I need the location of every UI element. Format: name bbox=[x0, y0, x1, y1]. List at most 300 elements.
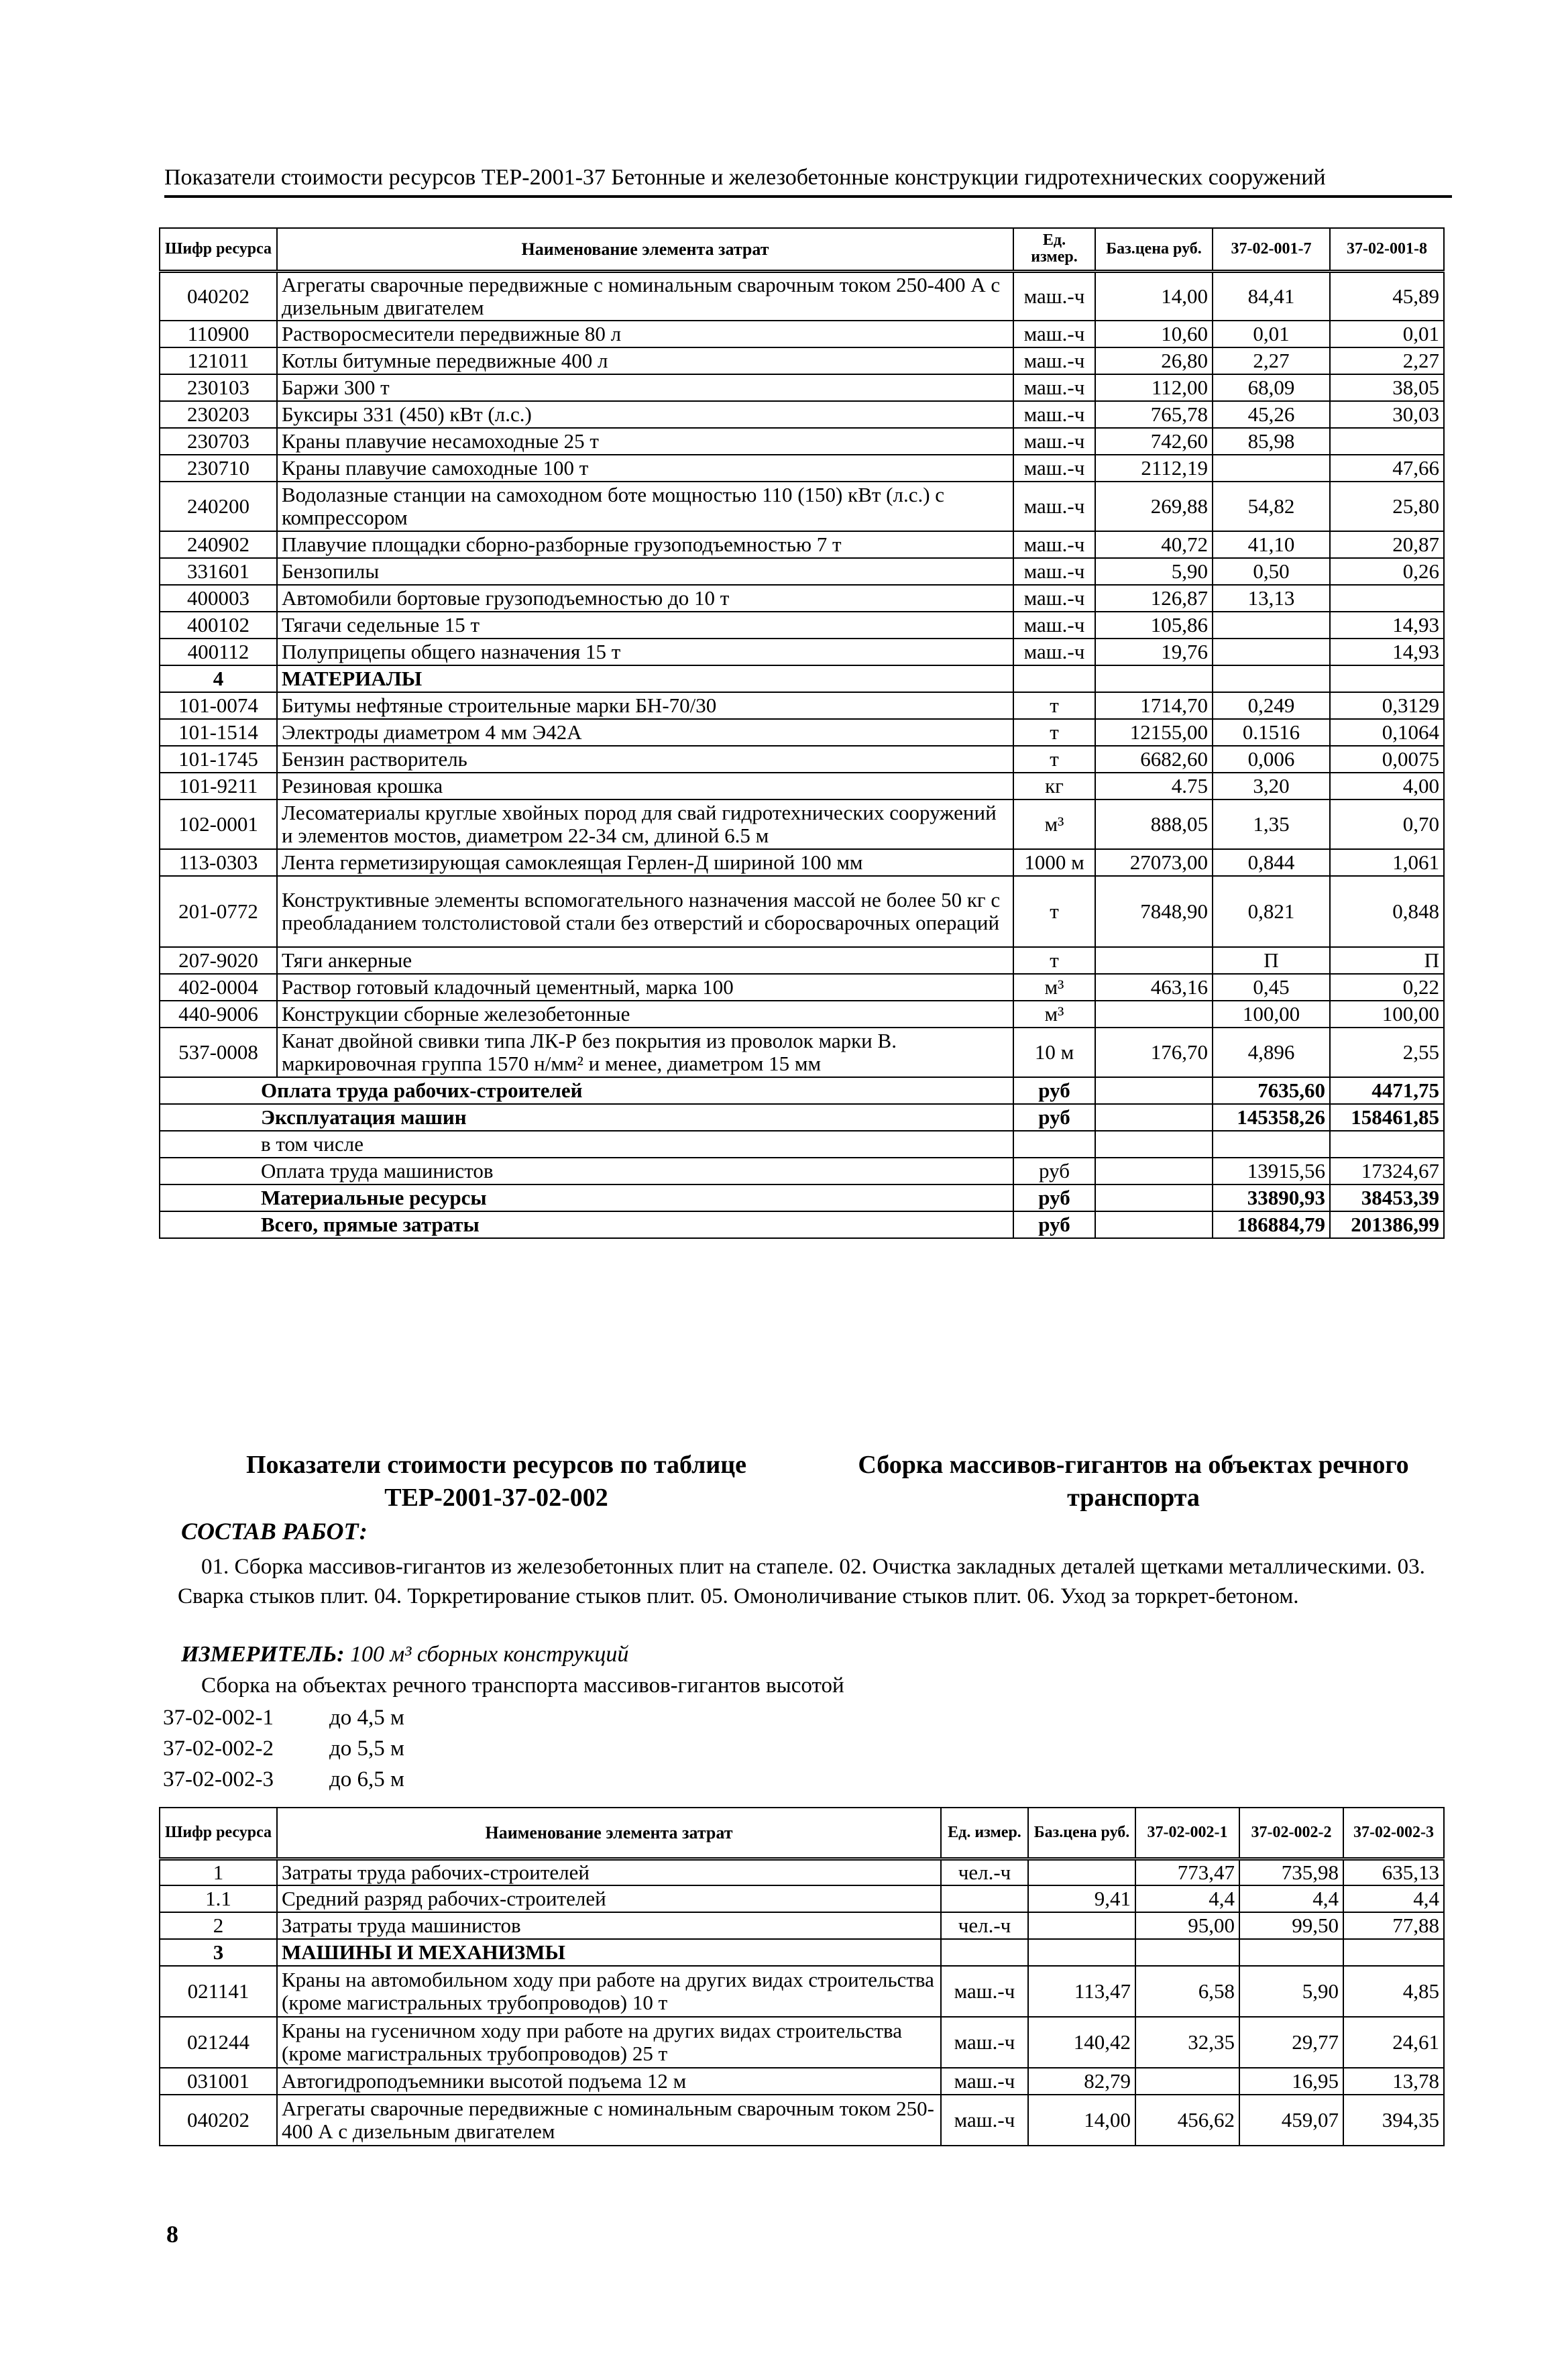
value-col-a: 0,45 bbox=[1213, 974, 1330, 1001]
table-row bbox=[160, 271, 1444, 321]
resource-code: 101-0074 bbox=[160, 692, 277, 719]
unit: м³ bbox=[1013, 974, 1095, 1001]
resource-name: Агрегаты сварочные передвижные с номинальным сварочным током 250-400 А с дизельным двигателем bbox=[277, 2095, 941, 2146]
table-row bbox=[160, 2017, 1444, 2068]
total-label: Эксплуатация машин bbox=[160, 1104, 1013, 1131]
base-price bbox=[1095, 1184, 1213, 1211]
base-price: 765,78 bbox=[1095, 401, 1213, 428]
value-col-b bbox=[1330, 585, 1444, 612]
value-col-a: 4,896 bbox=[1213, 1028, 1330, 1077]
unit bbox=[941, 1885, 1028, 1912]
unit: руб bbox=[1013, 1184, 1095, 1211]
value-col-a bbox=[1135, 1939, 1239, 1966]
value-col-b: 0,70 bbox=[1330, 799, 1444, 849]
table-row bbox=[160, 1859, 1444, 1885]
variant-code: 37-02-002-3 bbox=[163, 1767, 274, 1791]
value-col-b: 5,90 bbox=[1239, 1966, 1343, 2017]
resource-code: 040202 bbox=[160, 271, 277, 321]
resource-code: 240200 bbox=[160, 482, 277, 531]
value-col-a bbox=[1213, 1131, 1330, 1158]
resource-name: Краны плавучие самоходные 100 т bbox=[277, 455, 1013, 482]
base-price: 126,87 bbox=[1095, 585, 1213, 612]
value-col-a: П bbox=[1213, 947, 1330, 974]
resource-name: МАТЕРИАЛЫ bbox=[277, 665, 1013, 692]
resource-name: Плавучие площадки сборно-разборные грузоподъемностью 7 т bbox=[277, 531, 1013, 558]
value-col-b: 38,05 bbox=[1330, 374, 1444, 401]
table-row bbox=[160, 531, 1444, 558]
resource-code: 3 bbox=[160, 1939, 277, 1966]
base-price: 9,41 bbox=[1028, 1885, 1135, 1912]
table-row bbox=[160, 321, 1444, 347]
running-header: Показатели стоимости ресурсов ТЕР-2001-37 Бетонные и железобетонные конструкции гидротехнических сооружений bbox=[164, 165, 1326, 190]
resource-name: Растворосмесители передвижные 80 л bbox=[277, 321, 1013, 347]
resource-name: Затраты труда машинистов bbox=[277, 1912, 941, 1939]
base-price: 27073,00 bbox=[1095, 849, 1213, 876]
value-col-b bbox=[1239, 1939, 1343, 1966]
resource-name: Краны на автомобильном ходу при работе на других видах строительства (кроме магистральных трубопроводов) 10 т bbox=[277, 1966, 941, 2017]
variant-row bbox=[163, 1767, 404, 1792]
resource-name: Котлы битумные передвижные 400 л bbox=[277, 347, 1013, 374]
value-col-b: 16,95 bbox=[1239, 2068, 1343, 2095]
base-price: 105,86 bbox=[1095, 612, 1213, 639]
unit: маш.-ч bbox=[1013, 612, 1095, 639]
total-label: Всего, прямые затраты bbox=[160, 1211, 1013, 1238]
unit: маш.-ч bbox=[941, 2095, 1028, 2146]
unit: маш.-ч bbox=[1013, 347, 1095, 374]
value-col-a: 0,249 bbox=[1213, 692, 1330, 719]
value-col-c: 24,61 bbox=[1343, 2017, 1444, 2068]
base-price bbox=[1028, 1859, 1135, 1885]
value-col-b bbox=[1330, 665, 1444, 692]
table-row bbox=[160, 947, 1444, 974]
value-col-b: 45,89 bbox=[1330, 271, 1444, 321]
total-label: в том числе bbox=[160, 1131, 1013, 1158]
base-price: 1714,70 bbox=[1095, 692, 1213, 719]
value-col-a: 0,821 bbox=[1213, 876, 1330, 947]
unit: чел.-ч bbox=[941, 1912, 1028, 1939]
header-code: Шифр ресурса bbox=[160, 228, 277, 271]
unit: маш.-ч bbox=[1013, 639, 1095, 665]
base-price bbox=[1095, 1077, 1213, 1104]
header-unit: Ед. измер. bbox=[941, 1808, 1028, 1859]
unit: т bbox=[1013, 692, 1095, 719]
value-col-a: 7635,60 bbox=[1213, 1077, 1330, 1104]
resource-code: 021141 bbox=[160, 1966, 277, 2017]
base-price bbox=[1095, 947, 1213, 974]
value-col-c: 394,35 bbox=[1343, 2095, 1444, 2146]
table-row bbox=[160, 849, 1444, 876]
resource-name: Затраты труда рабочих-строителей bbox=[277, 1859, 941, 1885]
resource-code: 240902 bbox=[160, 531, 277, 558]
resource-name: Электроды диаметром 4 мм Э42А bbox=[277, 719, 1013, 746]
table-row bbox=[160, 612, 1444, 639]
unit: маш.-ч bbox=[941, 2068, 1028, 2095]
composition-text: 01. Сборка массивов-гигантов из железобетонных плит на стапеле. 02. Очистка закладных деталей щетками металлическими. 03. Сварка стыков плит. 04. Торкретирование стыков плит. 05. Омоноличивание стыков плит. 06. Уход за торкрет-бетоном. bbox=[178, 1555, 1425, 1608]
value-col-a: 45,26 bbox=[1213, 401, 1330, 428]
value-col-a: 456,62 bbox=[1135, 2095, 1239, 2146]
resource-name: Раствор готовый кладочный цементный, марка 100 bbox=[277, 974, 1013, 1001]
unit: м³ bbox=[1013, 799, 1095, 849]
resource-name: Лесоматериалы круглые хвойных пород для свай гидротехнических сооружений и элементов мостов, диаметром 22-34 см, длиной 6.5 м bbox=[277, 799, 1013, 849]
resource-code: 101-9211 bbox=[160, 773, 277, 799]
value-col-a: 1,35 bbox=[1213, 799, 1330, 849]
composition-label: СОСТАВ РАБОТ: bbox=[181, 1518, 368, 1545]
base-price: 14,00 bbox=[1028, 2095, 1135, 2146]
unit: маш.-ч bbox=[1013, 482, 1095, 531]
table-row bbox=[160, 1885, 1444, 1912]
table-row bbox=[160, 455, 1444, 482]
table-row bbox=[160, 974, 1444, 1001]
resource-name: Краны плавучие несамоходные 25 т bbox=[277, 428, 1013, 455]
resource-name: Тяги анкерные bbox=[277, 947, 1013, 974]
value-col-b: П bbox=[1330, 947, 1444, 974]
value-col-a: 95,00 bbox=[1135, 1912, 1239, 1939]
value-col-a bbox=[1213, 612, 1330, 639]
value-col-a: 54,82 bbox=[1213, 482, 1330, 531]
value-col-b: 20,87 bbox=[1330, 531, 1444, 558]
table-row bbox=[160, 2068, 1444, 2095]
unit: руб bbox=[1013, 1077, 1095, 1104]
total-row bbox=[160, 1211, 1444, 1238]
resources-table-1 bbox=[159, 227, 1445, 1239]
table-row bbox=[160, 1912, 1444, 1939]
resource-name: Резиновая крошка bbox=[277, 773, 1013, 799]
base-price bbox=[1095, 1131, 1213, 1158]
value-col-a: 41,10 bbox=[1213, 531, 1330, 558]
table-row bbox=[160, 773, 1444, 799]
resource-name: Конструкции сборные железобетонные bbox=[277, 1001, 1013, 1028]
table-row bbox=[160, 1028, 1444, 1077]
base-price: 113,47 bbox=[1028, 1966, 1135, 2017]
value-col-b bbox=[1330, 428, 1444, 455]
base-price bbox=[1028, 1939, 1135, 1966]
assembly-text: Сборка на объектах речного транспорта массивов-гигантов высотой bbox=[201, 1673, 844, 1698]
table-row bbox=[160, 799, 1444, 849]
value-col-b: 25,80 bbox=[1330, 482, 1444, 531]
resource-code: 201-0772 bbox=[160, 876, 277, 947]
resource-code: 113-0303 bbox=[160, 849, 277, 876]
base-price: 176,70 bbox=[1095, 1028, 1213, 1077]
base-price: 19,76 bbox=[1095, 639, 1213, 665]
table-row bbox=[160, 719, 1444, 746]
base-price bbox=[1028, 1912, 1135, 1939]
value-col-a: 4,4 bbox=[1135, 1885, 1239, 1912]
value-col-c: 635,13 bbox=[1343, 1859, 1444, 1885]
base-price: 742,60 bbox=[1095, 428, 1213, 455]
resource-name: МАШИНЫ И МЕХАНИЗМЫ bbox=[277, 1939, 941, 1966]
base-price: 112,00 bbox=[1095, 374, 1213, 401]
base-price: 82,79 bbox=[1028, 2068, 1135, 2095]
unit: маш.-ч bbox=[1013, 558, 1095, 585]
value-col-b: 459,07 bbox=[1239, 2095, 1343, 2146]
resources-table-2 bbox=[159, 1807, 1445, 2146]
value-col-b: 1,061 bbox=[1330, 849, 1444, 876]
table-row bbox=[160, 2095, 1444, 2146]
value-col-a: 84,41 bbox=[1213, 271, 1330, 321]
table-row bbox=[160, 374, 1444, 401]
base-price: 26,80 bbox=[1095, 347, 1213, 374]
table-row bbox=[160, 1001, 1444, 1028]
table-row bbox=[160, 428, 1444, 455]
section-title-left: Показатели стоимости ресурсов по таблице ТЕР-2001-37-02-002 bbox=[245, 1451, 747, 1512]
value-col-a: 0.1516 bbox=[1213, 719, 1330, 746]
value-col-b: 0,848 bbox=[1330, 876, 1444, 947]
value-col-c bbox=[1343, 1939, 1444, 1966]
value-col-b: 99,50 bbox=[1239, 1912, 1343, 1939]
table-row bbox=[160, 585, 1444, 612]
resource-code: 537-0008 bbox=[160, 1028, 277, 1077]
header-col-c: 37-02-002-3 bbox=[1343, 1808, 1444, 1859]
value-col-b: 17324,67 bbox=[1330, 1158, 1444, 1184]
unit: руб bbox=[1013, 1158, 1095, 1184]
resource-code: 331601 bbox=[160, 558, 277, 585]
resource-code: 402-0004 bbox=[160, 974, 277, 1001]
value-col-a: 32,35 bbox=[1135, 2017, 1239, 2068]
value-col-c: 4,4 bbox=[1343, 1885, 1444, 1912]
header-col-a: 37-02-001-7 bbox=[1213, 228, 1330, 271]
value-col-b: 38453,39 bbox=[1330, 1184, 1444, 1211]
table-row bbox=[160, 401, 1444, 428]
total-row bbox=[160, 1184, 1444, 1211]
resource-code: 230103 bbox=[160, 374, 277, 401]
value-col-c: 4,85 bbox=[1343, 1966, 1444, 2017]
table-row bbox=[160, 558, 1444, 585]
resource-name: Лента герметизирующая самоклеящая Герлен-Д шириной 100 мм bbox=[277, 849, 1013, 876]
value-col-a bbox=[1135, 2068, 1239, 2095]
resource-code: 400003 bbox=[160, 585, 277, 612]
unit: маш.-ч bbox=[1013, 531, 1095, 558]
unit: м³ bbox=[1013, 1001, 1095, 1028]
value-col-b: 735,98 bbox=[1239, 1859, 1343, 1885]
base-price: 40,72 bbox=[1095, 531, 1213, 558]
table-row bbox=[160, 639, 1444, 665]
resource-code: 102-0001 bbox=[160, 799, 277, 849]
value-col-b: 201386,99 bbox=[1330, 1211, 1444, 1238]
value-col-b: 0,0075 bbox=[1330, 746, 1444, 773]
value-col-a: 100,00 bbox=[1213, 1001, 1330, 1028]
table-row bbox=[160, 1966, 1444, 2017]
value-col-b: 2,27 bbox=[1330, 347, 1444, 374]
resource-code: 040202 bbox=[160, 2095, 277, 2146]
table-row bbox=[160, 692, 1444, 719]
resource-code: 230203 bbox=[160, 401, 277, 428]
value-col-b: 100,00 bbox=[1330, 1001, 1444, 1028]
table-row bbox=[160, 347, 1444, 374]
value-col-a: 773,47 bbox=[1135, 1859, 1239, 1885]
variant-code: 37-02-002-1 bbox=[163, 1706, 274, 1730]
value-col-a: 0,844 bbox=[1213, 849, 1330, 876]
base-price: 10,60 bbox=[1095, 321, 1213, 347]
resource-name: Бензин растворитель bbox=[277, 746, 1013, 773]
unit: т bbox=[1013, 876, 1095, 947]
table-row bbox=[160, 482, 1444, 531]
resource-code: 110900 bbox=[160, 321, 277, 347]
variant-code: 37-02-002-2 bbox=[163, 1736, 274, 1761]
resource-code: 1 bbox=[160, 1859, 277, 1885]
unit: маш.-ч bbox=[1013, 585, 1095, 612]
unit: чел.-ч bbox=[941, 1859, 1028, 1885]
total-label: Материальные ресурсы bbox=[160, 1184, 1013, 1211]
resource-code: 230710 bbox=[160, 455, 277, 482]
resource-name: Агрегаты сварочные передвижные с номинальным сварочным током 250-400 А с дизельным двигателем bbox=[277, 271, 1013, 321]
resource-code: 101-1745 bbox=[160, 746, 277, 773]
value-col-b: 29,77 bbox=[1239, 2017, 1343, 2068]
base-price bbox=[1095, 1001, 1213, 1028]
value-col-a bbox=[1213, 455, 1330, 482]
value-col-b: 4,00 bbox=[1330, 773, 1444, 799]
value-col-b: 47,66 bbox=[1330, 455, 1444, 482]
unit: маш.-ч bbox=[1013, 374, 1095, 401]
resource-name: Бензопилы bbox=[277, 558, 1013, 585]
unit: маш.-ч bbox=[1013, 271, 1095, 321]
resource-code: 1.1 bbox=[160, 1885, 277, 1912]
unit bbox=[1013, 1131, 1095, 1158]
value-col-a: 6,58 bbox=[1135, 1966, 1239, 2017]
variant-row bbox=[163, 1706, 404, 1730]
header-col-a: 37-02-002-1 bbox=[1135, 1808, 1239, 1859]
unit: т bbox=[1013, 947, 1095, 974]
base-price bbox=[1095, 1104, 1213, 1131]
variant-value: до 6,5 м bbox=[329, 1767, 404, 1791]
resource-name: Буксиры 331 (450) кВт (л.с.) bbox=[277, 401, 1013, 428]
unit: руб bbox=[1013, 1104, 1095, 1131]
base-price: 5,90 bbox=[1095, 558, 1213, 585]
unit: руб bbox=[1013, 1211, 1095, 1238]
header-price: Баз.цена руб. bbox=[1095, 228, 1213, 271]
table-row bbox=[160, 1939, 1444, 1966]
total-row bbox=[160, 1104, 1444, 1131]
table-row bbox=[160, 746, 1444, 773]
resource-name: Автогидроподъемники высотой подъема 12 м bbox=[277, 2068, 941, 2095]
header-col-b: 37-02-001-8 bbox=[1330, 228, 1444, 271]
base-price bbox=[1095, 665, 1213, 692]
value-col-a: 85,98 bbox=[1213, 428, 1330, 455]
base-price bbox=[1095, 1211, 1213, 1238]
section-title-right: Сборка массивов-гигантов на объектах речного транспорта bbox=[858, 1451, 1409, 1512]
variant-value: до 5,5 м bbox=[329, 1736, 404, 1761]
measure-value: 100 м³ сборных конструкций bbox=[350, 1642, 629, 1667]
base-price: 269,88 bbox=[1095, 482, 1213, 531]
header-rule bbox=[164, 195, 1452, 198]
resource-code: 207-9020 bbox=[160, 947, 277, 974]
header-name: Наименование элемента затрат bbox=[277, 1808, 941, 1859]
base-price: 4.75 bbox=[1095, 773, 1213, 799]
variant-row bbox=[163, 1736, 404, 1761]
value-col-b: 4,4 bbox=[1239, 1885, 1343, 1912]
value-col-b: 14,93 bbox=[1330, 639, 1444, 665]
resource-name: Полуприцепы общего назначения 15 т bbox=[277, 639, 1013, 665]
unit: маш.-ч bbox=[1013, 321, 1095, 347]
value-col-b: 4471,75 bbox=[1330, 1077, 1444, 1104]
resource-code: 4 bbox=[160, 665, 277, 692]
unit: кг bbox=[1013, 773, 1095, 799]
unit: т bbox=[1013, 746, 1095, 773]
resource-code: 230703 bbox=[160, 428, 277, 455]
unit: маш.-ч bbox=[1013, 401, 1095, 428]
value-col-b: 0,01 bbox=[1330, 321, 1444, 347]
resource-name: Средний разряд рабочих-строителей bbox=[277, 1885, 941, 1912]
measure-label: ИЗМЕРИТЕЛЬ: bbox=[181, 1642, 345, 1667]
resource-name: Конструктивные элементы вспомогательного назначения массой не более 50 кг с преобладанием толстолистовой стали без отверстий и сборосварочных операций bbox=[277, 876, 1013, 947]
value-col-c: 77,88 bbox=[1343, 1912, 1444, 1939]
value-col-b: 0,26 bbox=[1330, 558, 1444, 585]
base-price bbox=[1095, 1158, 1213, 1184]
value-col-b: 14,93 bbox=[1330, 612, 1444, 639]
total-label: Оплата труда рабочих-строителей bbox=[160, 1077, 1013, 1104]
resource-code: 021244 bbox=[160, 2017, 277, 2068]
resource-code: 2 bbox=[160, 1912, 277, 1939]
page-number: 8 bbox=[166, 2221, 178, 2248]
resource-code: 440-9006 bbox=[160, 1001, 277, 1028]
variant-value: до 4,5 м bbox=[329, 1706, 404, 1730]
base-price: 140,42 bbox=[1028, 2017, 1135, 2068]
base-price: 12155,00 bbox=[1095, 719, 1213, 746]
resource-code: 121011 bbox=[160, 347, 277, 374]
value-col-a: 3,20 bbox=[1213, 773, 1330, 799]
resource-code: 101-1514 bbox=[160, 719, 277, 746]
unit: маш.-ч bbox=[941, 1966, 1028, 2017]
resource-code: 400102 bbox=[160, 612, 277, 639]
unit bbox=[941, 1939, 1028, 1966]
value-col-b: 0,1064 bbox=[1330, 719, 1444, 746]
value-col-b: 2,55 bbox=[1330, 1028, 1444, 1077]
value-col-a bbox=[1213, 665, 1330, 692]
unit: т bbox=[1013, 719, 1095, 746]
value-col-a bbox=[1213, 639, 1330, 665]
unit bbox=[1013, 665, 1095, 692]
total-row bbox=[160, 1077, 1444, 1104]
header-unit: Ед. измер. bbox=[1013, 228, 1095, 271]
table-row bbox=[160, 876, 1444, 947]
value-col-a: 0,50 bbox=[1213, 558, 1330, 585]
unit: маш.-ч bbox=[1013, 428, 1095, 455]
header-row bbox=[160, 1808, 1444, 1859]
value-col-b: 0,22 bbox=[1330, 974, 1444, 1001]
total-label: Оплата труда машинистов bbox=[160, 1158, 1013, 1184]
base-price: 888,05 bbox=[1095, 799, 1213, 849]
value-col-a: 33890,93 bbox=[1213, 1184, 1330, 1211]
value-col-a: 0,006 bbox=[1213, 746, 1330, 773]
value-col-b: 30,03 bbox=[1330, 401, 1444, 428]
value-col-b: 0,3129 bbox=[1330, 692, 1444, 719]
resource-name: Баржи 300 т bbox=[277, 374, 1013, 401]
value-col-a: 186884,79 bbox=[1213, 1211, 1330, 1238]
header-price: Баз.цена руб. bbox=[1028, 1808, 1135, 1859]
base-price: 7848,90 bbox=[1095, 876, 1213, 947]
value-col-a: 2,27 bbox=[1213, 347, 1330, 374]
value-col-b bbox=[1330, 1131, 1444, 1158]
base-price: 2112,19 bbox=[1095, 455, 1213, 482]
header-code: Шифр ресурса bbox=[160, 1808, 277, 1859]
total-row bbox=[160, 1158, 1444, 1184]
base-price: 463,16 bbox=[1095, 974, 1213, 1001]
measure bbox=[181, 1642, 628, 1667]
resource-name: Канат двойной свивки типа ЛК-Р без покрытия из проволок марки В. маркировочная группа 1570 н/мм² и менее, диаметром 15 мм bbox=[277, 1028, 1013, 1077]
resource-code: 031001 bbox=[160, 2068, 277, 2095]
unit: маш.-ч bbox=[941, 2017, 1028, 2068]
header-name: Наименование элемента затрат bbox=[277, 228, 1013, 271]
value-col-a: 68,09 bbox=[1213, 374, 1330, 401]
base-price: 6682,60 bbox=[1095, 746, 1213, 773]
value-col-a: 0,01 bbox=[1213, 321, 1330, 347]
value-col-a: 145358,26 bbox=[1213, 1104, 1330, 1131]
resource-name: Краны на гусеничном ходу при работе на других видах строительства (кроме магистральных трубопроводов) 25 т bbox=[277, 2017, 941, 2068]
unit: маш.-ч bbox=[1013, 455, 1095, 482]
resource-name: Автомобили бортовые грузоподъемностью до 10 т bbox=[277, 585, 1013, 612]
resource-name: Водолазные станции на самоходном боте мощностью 110 (150) кВт (л.с.) с компрессором bbox=[277, 482, 1013, 531]
total-row bbox=[160, 1131, 1444, 1158]
value-col-b: 158461,85 bbox=[1330, 1104, 1444, 1131]
